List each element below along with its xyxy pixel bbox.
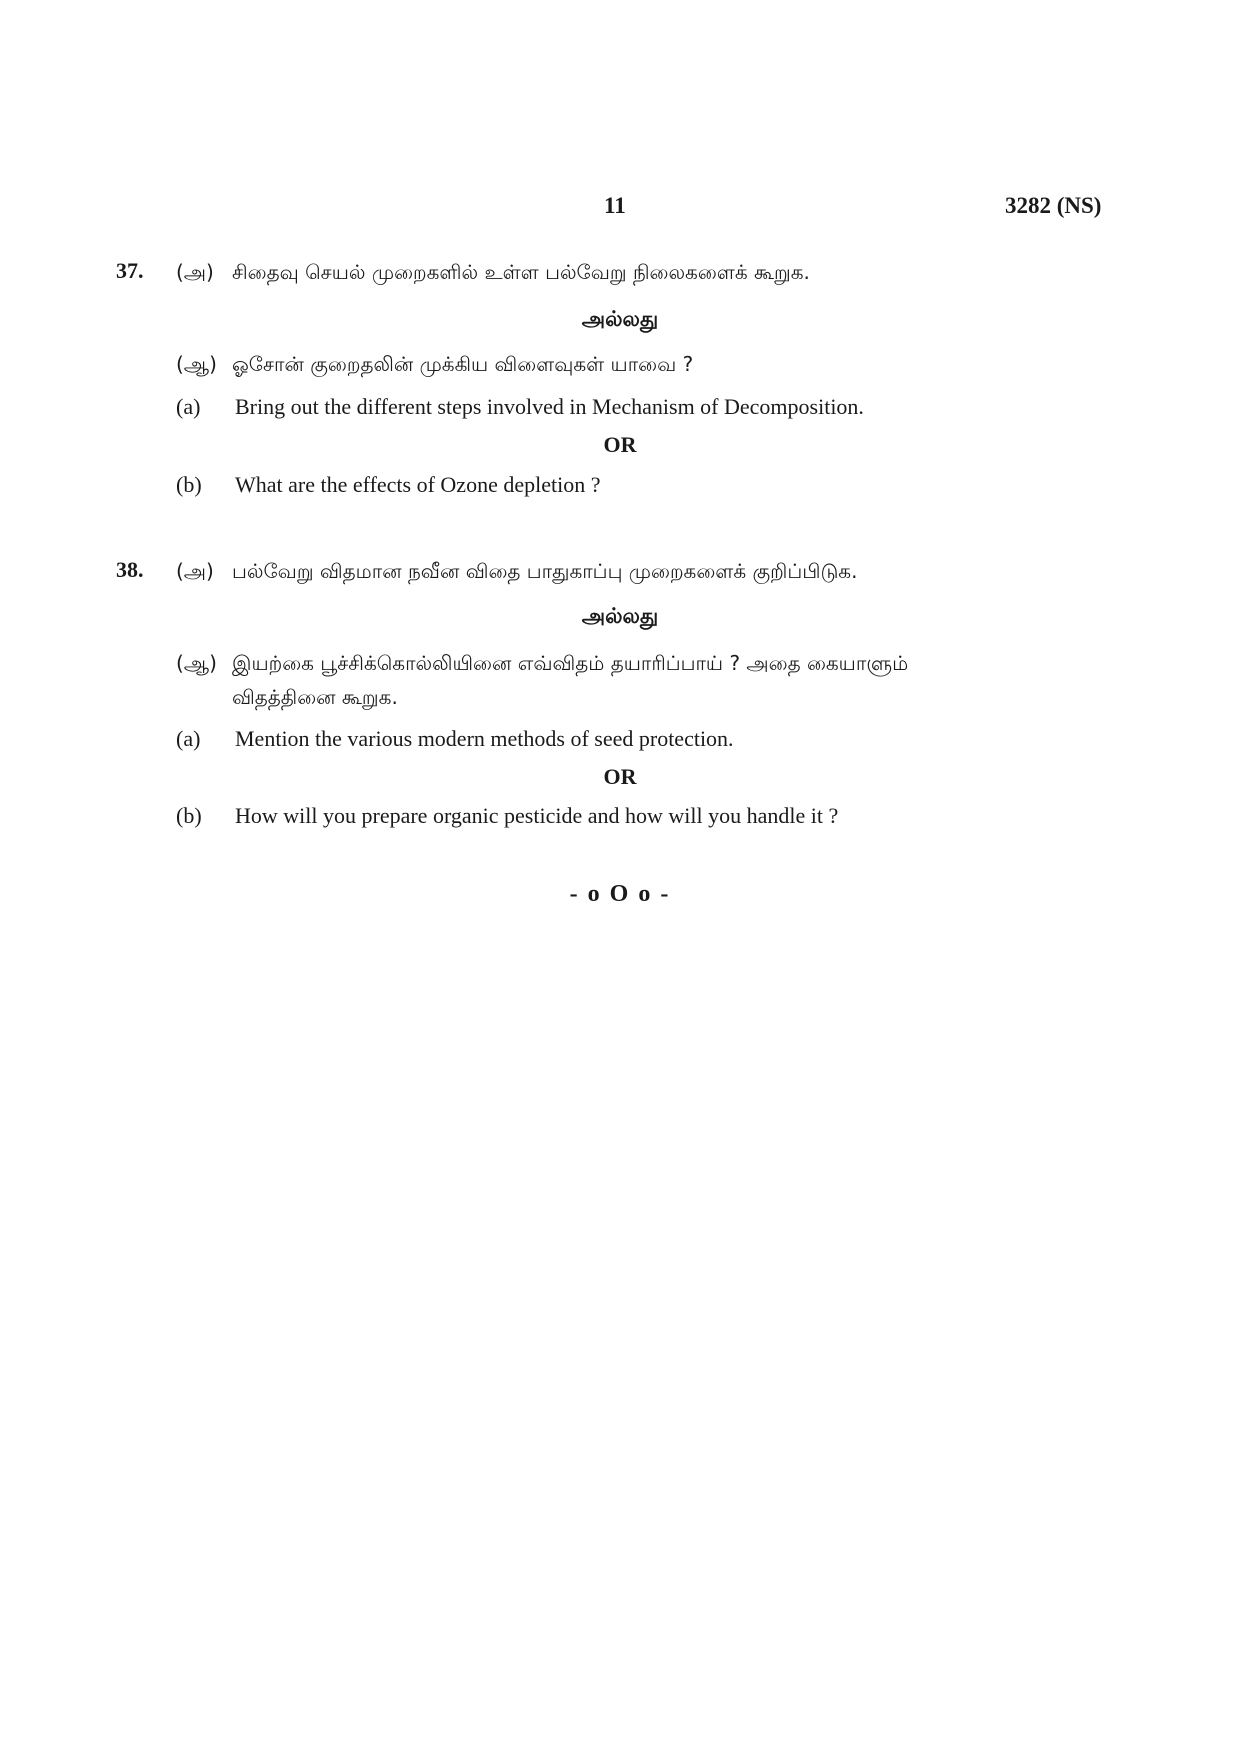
english-option-a-text: Bring out the different steps involved in Mechanism of Decomposition. <box>235 394 864 419</box>
tamil-or-label: அல்லது <box>581 604 659 628</box>
paper-code: 3282 (NS) <box>1005 193 1102 218</box>
english-option-a-marker: (a) <box>176 726 201 751</box>
english-or-label: OR <box>603 432 637 457</box>
english-option-b-text: What are the effects of Ozone depletion ? <box>235 472 601 497</box>
english-option-b-marker: (b) <box>176 803 202 828</box>
english-option-a-text: Mention the various modern methods of seed protection. <box>235 726 734 751</box>
tamil-option-a-marker: (அ) <box>176 260 214 284</box>
tamil-option-b-marker: (ஆ) <box>176 352 217 376</box>
question-number: 37. <box>116 258 144 283</box>
tamil-option-a-text: பல்வேறு விதமான நவீன விதை பாதுகாப்பு முறைகளைக் குறிப்பிடுக. <box>232 559 858 583</box>
tamil-option-b-marker: (ஆ) <box>176 651 217 675</box>
english-or-label: OR <box>603 764 637 789</box>
question-number: 38. <box>116 557 144 582</box>
english-option-b-text: How will you prepare organic pesticide and how will you handle it ? <box>235 803 839 828</box>
english-option-b-marker: (b) <box>176 472 202 497</box>
page-number: 11 <box>604 193 626 218</box>
tamil-option-b-text-line2: விதத்தினை கூறுக. <box>232 685 398 709</box>
tamil-option-a-marker: (அ) <box>176 559 214 583</box>
tamil-option-a-text: சிதைவு செயல் முறைகளில் உள்ள பல்வேறு நிலைகளைக் கூறுக. <box>232 260 810 284</box>
end-of-paper-mark: - o O o - <box>569 881 671 907</box>
english-option-a-marker: (a) <box>176 394 201 419</box>
tamil-option-b-text: ஓசோன் குறைதலின் முக்கிய விளைவுகள் யாவை ? <box>232 352 694 376</box>
tamil-or-label: அல்லது <box>581 307 659 331</box>
tamil-option-b-text-line1: இயற்கை பூச்சிக்கொல்லியினை எவ்விதம் தயாரிப்பாய் ? அதை கையாளும் <box>232 651 909 675</box>
